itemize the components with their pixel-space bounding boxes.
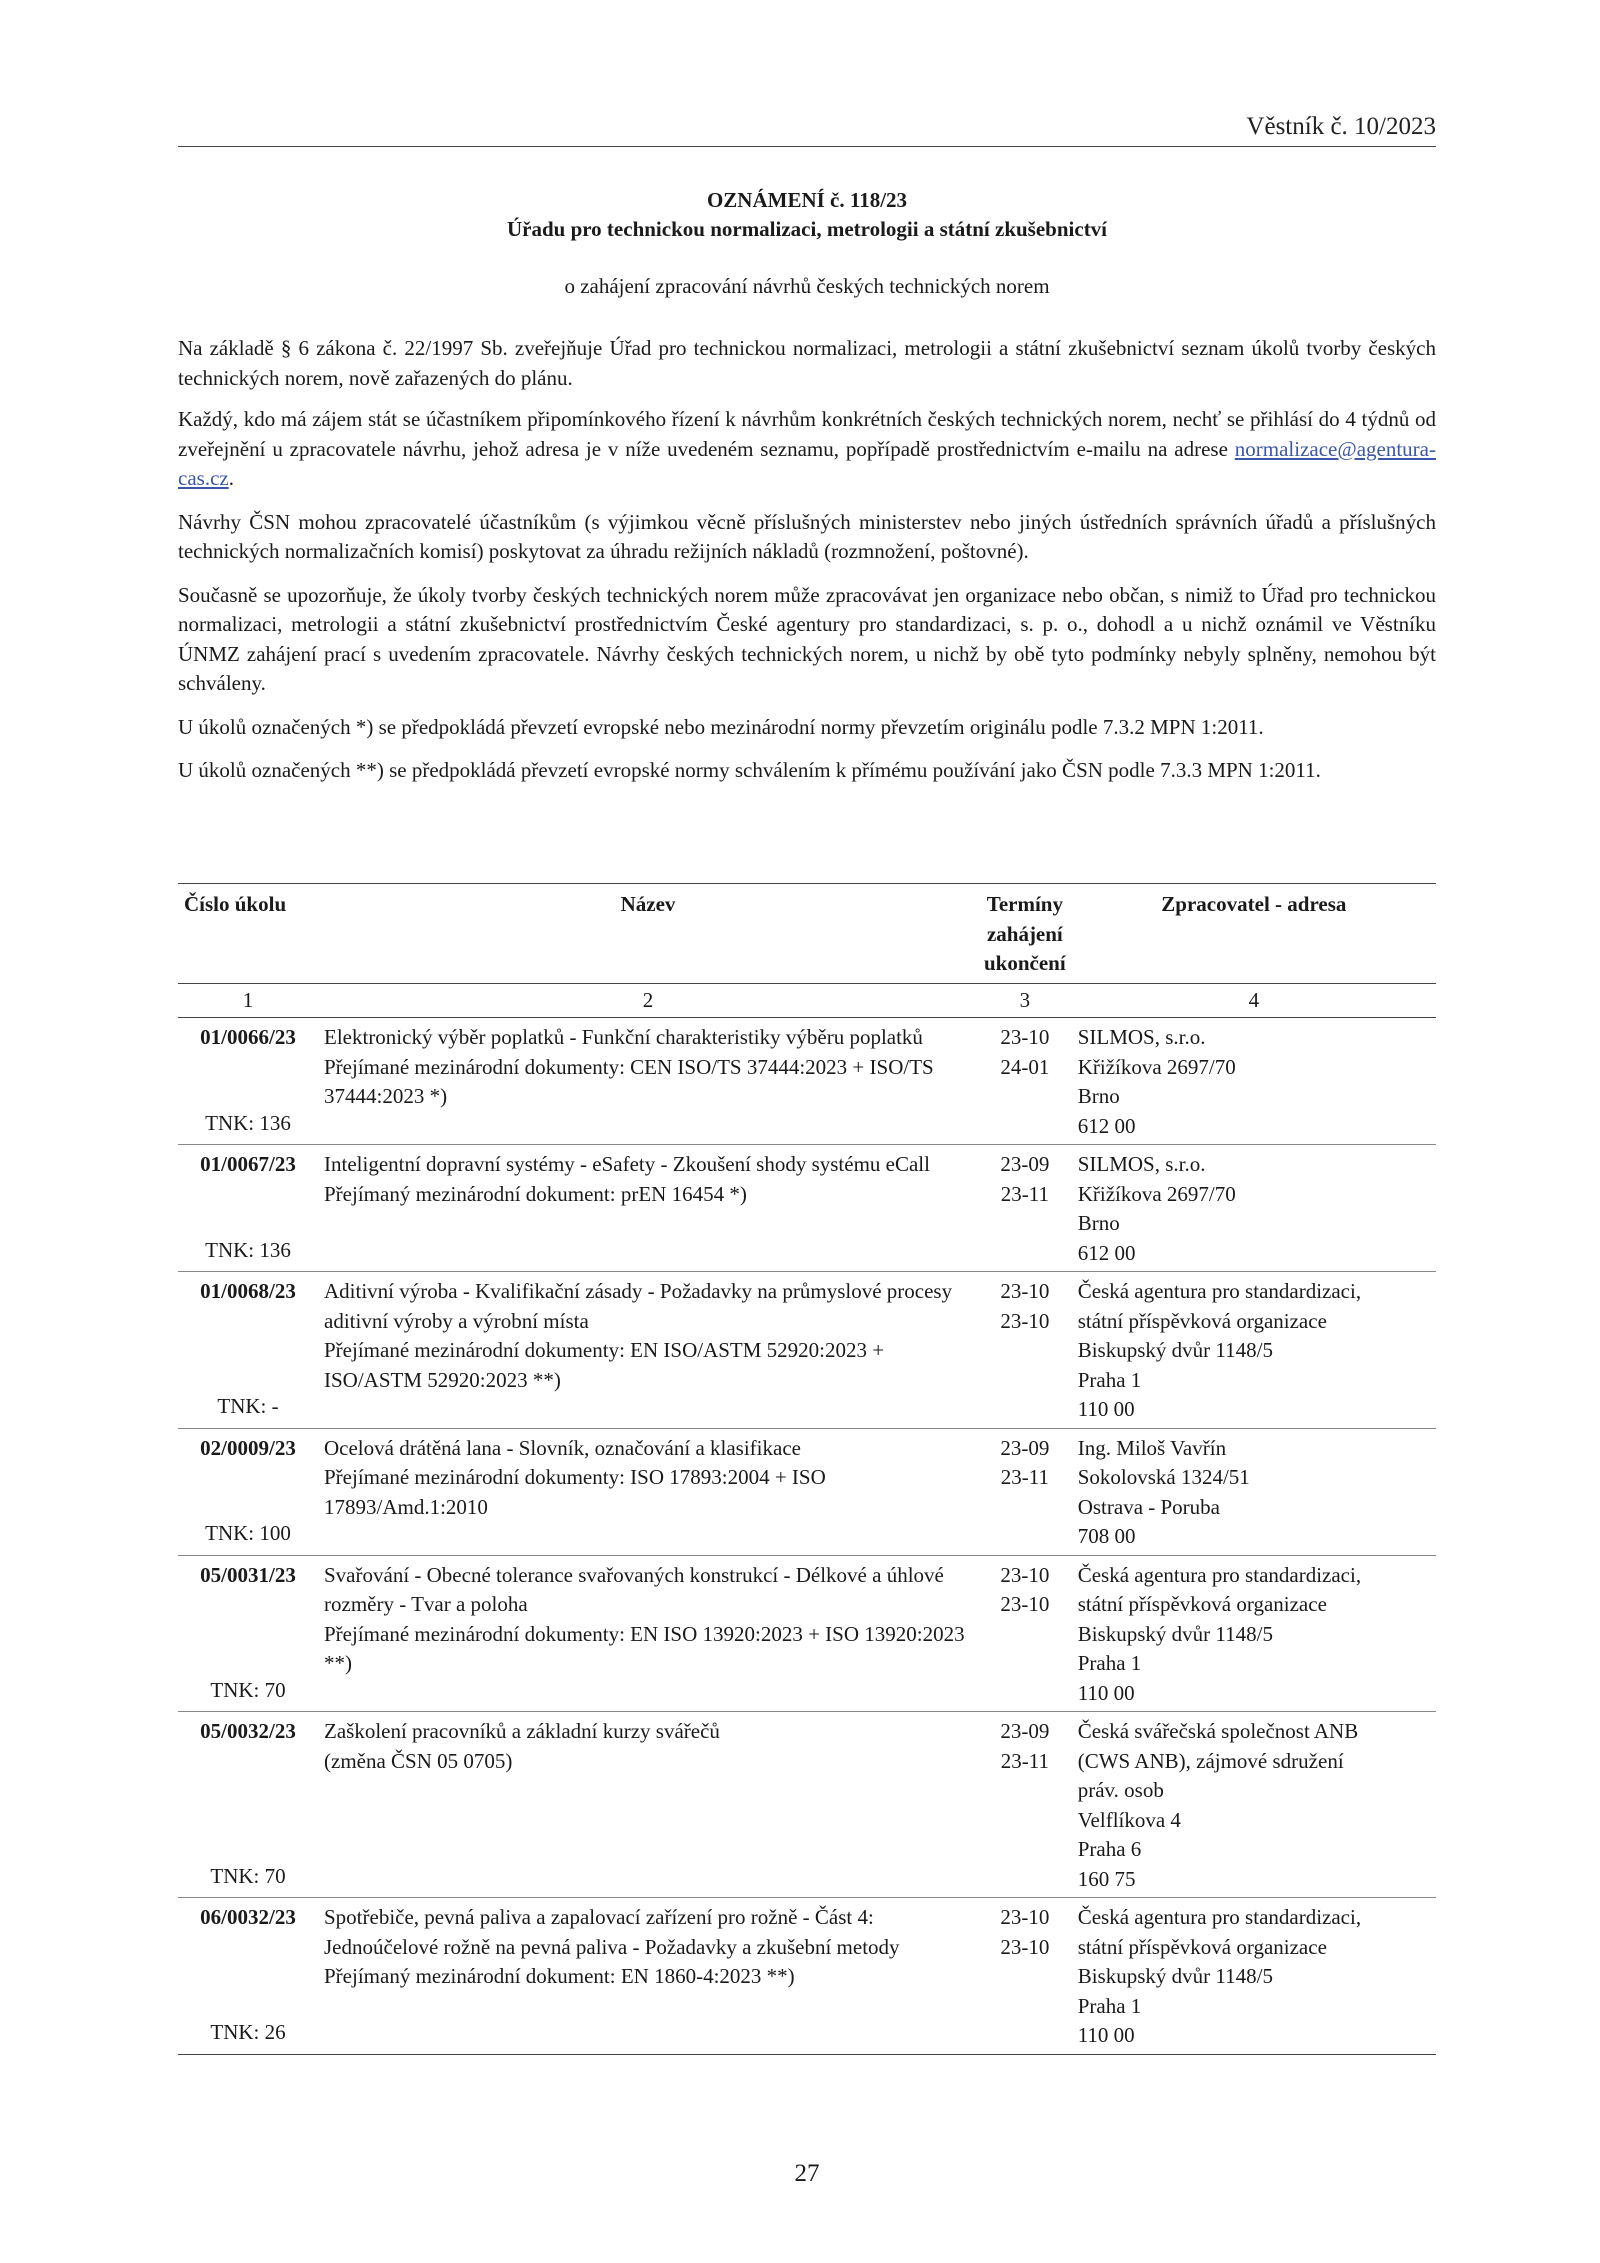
address-line: Praha 6 [1077, 1837, 1142, 1861]
task-cell [178, 1428, 318, 1555]
term-start: 23-10 [1000, 1025, 1050, 1049]
announcement-number: OZNÁMENÍ č. 118/23 [706, 188, 908, 212]
address-line: Sokolovská 1324/51 [1077, 1465, 1250, 1489]
tnk-label: TNK: 70 [210, 1863, 286, 1888]
adopted-documents: Přejímaný mezinárodní dokument: EN 1860-4:2023 **) [324, 1964, 795, 1988]
terms-cell [978, 1018, 1072, 1145]
address-line: Velflíkova 4 [1077, 1807, 1181, 1832]
task-title: Inteligentní dopravní systémy - eSafety - Zkoušení shody systému eCall [324, 1152, 930, 1176]
term-end: 23-11 [1000, 1465, 1049, 1489]
tnk-label: TNK: 100 [205, 1521, 291, 1545]
table-row [178, 1018, 1436, 1145]
task-cell [178, 1555, 318, 1712]
task-name-cell [318, 1712, 978, 1898]
table-column-numbers [178, 983, 1436, 1018]
adopted-documents: Přejímané mezinárodní dokumenty: EN ISO/ASTM 52920:2023 + ISO/ASTM 52920:2023 **) [324, 1338, 885, 1392]
address-line: SILMOS, s.r.o. [1077, 1152, 1206, 1176]
announcement-subtitle: o zahájení zpracování návrhů českých technických norem [564, 274, 1050, 298]
address-line: Praha 1 [1077, 1367, 1142, 1392]
address-line: Biskupský dvůr 1148/5 [1077, 1964, 1273, 1988]
column-number: 3 [978, 983, 1072, 1018]
address-line: Brno [1077, 1211, 1120, 1235]
table-row [178, 1428, 1436, 1555]
task-number: 05/0032/23 [200, 1719, 296, 1743]
column-number: 4 [1072, 983, 1436, 1018]
address-line: práv. osob [1077, 1778, 1164, 1802]
address-line: státní příspěvková organizace [1077, 1308, 1327, 1333]
address-cell [1072, 1555, 1436, 1712]
adopted-documents: Přejímané mezinárodní dokumenty: ISO 17893:2004 + ISO 17893/Amd.1:2010 [324, 1465, 826, 1519]
header-processor-address: Zpracovatel - adresa [1072, 884, 1436, 984]
term-start: 23-10 [1000, 1279, 1050, 1303]
address-line: 160 75 [1077, 1866, 1136, 1891]
terms-cell [978, 1712, 1072, 1898]
address-line: Ostrava - Poruba [1077, 1494, 1220, 1519]
address-line: Brno [1077, 1084, 1120, 1108]
task-cell [178, 1272, 318, 1429]
address-line: Biskupský dvůr 1148/5 [1077, 1621, 1273, 1646]
header-name: Název [318, 884, 978, 984]
paragraph-participation-text: Každý, kdo má zájem stát se účastníkem připomínkového řízení k návrhům konkrétních českých technických norem, nechť se přihlásí do 4 týdnů od zveřejnění u zpracovatele návrhu, jehož adresa je v níže uvedeném seznamu, popřípadě prostřednictvím e-mailu na adrese [178, 407, 1436, 461]
tnk-label: TNK: 26 [210, 2020, 286, 2044]
address-cell [1072, 1145, 1436, 1272]
header-terms-end: ukončení [984, 951, 1066, 975]
address-line: Biskupský dvůr 1148/5 [1077, 1338, 1273, 1362]
task-cell [178, 1145, 318, 1272]
body-text [178, 334, 1436, 800]
journal-header: Věstník č. 10/2023 [1246, 113, 1436, 140]
task-name-cell [318, 1428, 978, 1555]
term-end: 23-11 [1000, 1181, 1049, 1206]
tasks-table [178, 883, 1436, 2055]
header-task-number: Číslo úkolu [178, 884, 318, 984]
tnk-label: TNK: 136 [205, 1237, 291, 1262]
task-name-cell [318, 1898, 978, 2055]
page-number: 27 [794, 2160, 820, 2187]
term-end: 23-11 [1000, 1748, 1049, 1773]
task-number: 06/0032/23 [200, 1905, 296, 1929]
term-end: 23-10 [1000, 1934, 1050, 1959]
announcement-title [178, 186, 1436, 244]
address-line: 110 00 [1077, 1397, 1135, 1421]
adopted-documents: Přejímané mezinárodní dokumenty: CEN ISO/TS 37444:2023 + ISO/TS 37444:2023 *) [324, 1054, 934, 1108]
term-end: 23-10 [1000, 1592, 1050, 1616]
task-title: Zaškolení pracovníků a základní kurzy svářečů [324, 1719, 720, 1743]
header-rule [178, 146, 1436, 147]
address-line: Česká agentura pro standardizaci, [1077, 1905, 1362, 1929]
task-cell [178, 1018, 318, 1145]
table-row [178, 1145, 1436, 1272]
paragraph-participation-end: . [228, 466, 234, 490]
address-cell [1072, 1018, 1436, 1145]
address-line: 612 00 [1077, 1113, 1136, 1138]
table-row [178, 1898, 1436, 2055]
tnk-label: TNK: 136 [205, 1110, 291, 1135]
table-row [178, 1712, 1436, 1898]
terms-cell [978, 1898, 1072, 2055]
column-number: 2 [318, 983, 978, 1018]
task-number: 01/0068/23 [200, 1279, 296, 1303]
term-end: 24-01 [1000, 1054, 1050, 1079]
address-cell [1072, 1898, 1436, 2055]
paragraph-legal-basis: Na základě § 6 zákona č. 22/1997 Sb. zveřejňuje Úřad pro technickou normalizaci, metrologii a státní zkušebnictví seznam úkolů tvorby českých technických norem, nově zařazených do plánu. [178, 336, 1436, 390]
term-start: 23-09 [1000, 1152, 1050, 1176]
adopted-documents: Přejímaný mezinárodní dokument: prEN 16454 *) [324, 1181, 747, 1206]
task-title: Spotřebiče, pevná paliva a zapalovací zařízení pro rožně - Část 4: Jednoúčelové rožně na pevná paliva - Požadavky a zkušební metody [324, 1905, 900, 1959]
term-start: 23-09 [1000, 1719, 1050, 1743]
address-line: Ing. Miloš Vavřín [1077, 1435, 1227, 1460]
address-cell [1072, 1712, 1436, 1898]
terms-cell [978, 1272, 1072, 1429]
term-end: 23-10 [1000, 1308, 1050, 1333]
address-line: Křižíkova 2697/70 [1077, 1181, 1236, 1206]
header-terms-label: Termíny [986, 892, 1063, 916]
issuing-office: Úřadu pro technickou normalizaci, metrologii a státní zkušebnictví [506, 217, 1108, 241]
address-line: Česká svářečská společnost ANB [1077, 1719, 1359, 1743]
task-title: Aditivní výroba - Kvalifikační zásady - Požadavky na průmyslové procesy aditivní výroby a výrobní místa [324, 1279, 953, 1333]
task-title: Ocelová drátěná lana - Slovník, označování a klasifikace [324, 1435, 801, 1460]
header-terms-start: zahájení [986, 921, 1063, 946]
task-name-cell [318, 1018, 978, 1145]
address-line: SILMOS, s.r.o. [1077, 1025, 1206, 1049]
task-number: 01/0066/23 [200, 1025, 296, 1049]
terms-cell [978, 1555, 1072, 1712]
address-line: 110 00 [1077, 1680, 1135, 1705]
table-body [178, 1018, 1436, 2055]
term-start: 23-10 [1000, 1562, 1050, 1587]
terms-cell [978, 1145, 1072, 1272]
task-number: 05/0031/23 [200, 1562, 296, 1587]
tnk-label: TNK: 70 [210, 1677, 286, 1702]
task-name-cell [318, 1145, 978, 1272]
address-cell [1072, 1428, 1436, 1555]
task-title: Elektronický výběr poplatků - Funkční charakteristiky výběru poplatků [324, 1025, 923, 1049]
tnk-label: TNK: - [217, 1394, 279, 1418]
term-start: 23-09 [1000, 1435, 1050, 1460]
paragraph-conditions: Současně se upozorňuje, že úkoly tvorby českých technických norem může zpracovávat jen organizace nebo občan, s nimiž to Úřad pro technickou normalizaci, metrologii a státní zkušebnictví prostřednictvím České agentury pro standardizaci, s. p. o., dohodl a u nichž oznámil ve Věstníku ÚNMZ zahájení prací s uvedením zpracovatele. Návrhy českých technických norem, u nichž by obě tyto podmínky nebyly splněny, nemohou být schváleny. [178, 582, 1436, 695]
address-line: 708 00 [1077, 1524, 1136, 1548]
address-line: Praha 1 [1077, 1993, 1142, 2018]
adopted-documents: Přejímané mezinárodní dokumenty: EN ISO 13920:2023 + ISO 13920:2023 **) [324, 1621, 965, 1675]
column-number: 1 [178, 983, 318, 1018]
address-line: 612 00 [1077, 1240, 1136, 1265]
address-line: Křižíkova 2697/70 [1077, 1054, 1236, 1079]
adopted-documents: (změna ČSN 05 0705) [324, 1748, 513, 1773]
address-line: Praha 1 [1077, 1651, 1142, 1675]
term-start: 23-10 [1000, 1905, 1050, 1929]
terms-cell [978, 1428, 1072, 1555]
paragraph-note-single-star: U úkolů označených *) se předpokládá převzetí evropské nebo mezinárodní normy převzetím originálu podle 7.3.2 MPN 1:2011. [178, 714, 1264, 739]
address-cell [1072, 1272, 1436, 1429]
table-row [178, 1272, 1436, 1429]
paragraph-participation [178, 405, 1436, 494]
table-header-row [178, 884, 1436, 984]
address-line: (CWS ANB), zájmové sdružení [1077, 1748, 1344, 1773]
address-line: 110 00 [1077, 2023, 1135, 2047]
paragraph-fees: Návrhy ČSN mohou zpracovatelé účastníkům (s výjimkou věcně příslušných ministerstev nebo jiných ústředních správních úřadů a příslušných technických normalizačních komisí) poskytovat za úhradu režijních nákladů (rozmnožení, poštovné). [178, 509, 1436, 563]
task-title: Svařování - Obecné tolerance svařovaných konstrukcí - Délkové a úhlové rozměry - Tvar a poloha [324, 1562, 944, 1616]
task-name-cell [318, 1272, 978, 1429]
task-number: 02/0009/23 [200, 1435, 296, 1460]
address-line: státní příspěvková organizace [1077, 1592, 1327, 1616]
paragraph-note-double-star: U úkolů označených **) se předpokládá převzetí evropské normy schválením k přímému používání jako ČSN podle 7.3.3 MPN 1:2011. [178, 758, 1321, 782]
task-cell [178, 1898, 318, 2055]
email-link[interactable]: normalizace@agentura-cas.cz [178, 436, 1436, 490]
task-cell [178, 1712, 318, 1898]
address-line: státní příspěvková organizace [1077, 1934, 1327, 1959]
task-name-cell [318, 1555, 978, 1712]
header-terms [978, 884, 1072, 984]
address-line: Česká agentura pro standardizaci, [1077, 1279, 1362, 1303]
task-number: 01/0067/23 [200, 1152, 296, 1176]
address-line: Česká agentura pro standardizaci, [1077, 1562, 1362, 1587]
table-row [178, 1555, 1436, 1712]
